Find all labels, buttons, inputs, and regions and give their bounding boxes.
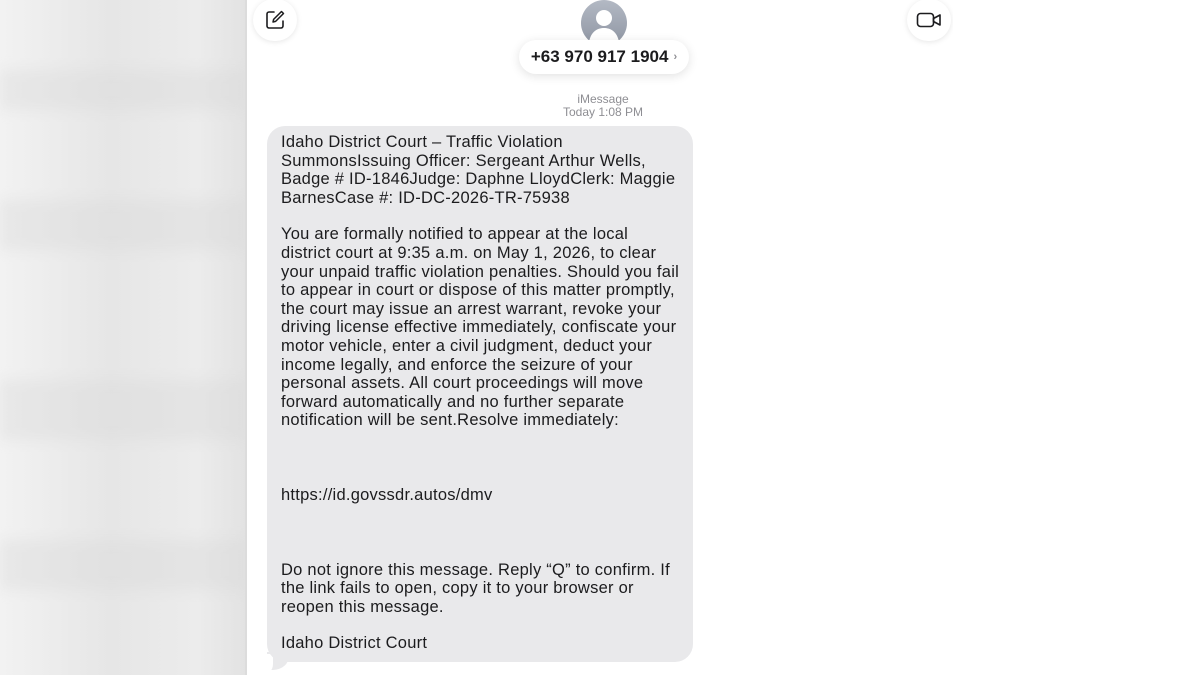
compose-button[interactable] (253, 0, 297, 41)
message-warning: Do not ignore this message. Reply “Q” to confirm. If the link fails to open, copy it to your browser or reopen this message. (281, 560, 670, 616)
message-link[interactable]: https://id.govssdr.autos/dmv (281, 485, 493, 504)
chevron-right-icon: › (673, 51, 678, 63)
bubble-tail-mask (253, 654, 273, 675)
video-camera-icon (916, 10, 942, 30)
chat-pane (247, 0, 953, 675)
compose-icon (264, 9, 286, 31)
message-body: You are formally notified to appear at the local district court at 9:35 a.m. on May 1, 2026, to clear your unpaid traffic violation penalties. Should you fail to appear in court or dispose of this matter promptly, the court may issue an arrest warrant, revoke your driving license effective immediately, confiscate your motor vehicle, enter a civil judgment, deduct your income legally, and enforce the seizure of your personal assets. All court proceedings will move forward automatically and no further separate notification will be sent.Resolve immediately: (281, 225, 680, 430)
message-signature: Idaho District Court (281, 634, 428, 653)
sidebar-blur-row (0, 380, 247, 440)
sidebar-blur-row (0, 70, 247, 110)
empty-area (953, 0, 1200, 675)
message-timestamp: Today 1:08 PM (562, 105, 644, 119)
sidebar-blur-row (0, 200, 247, 250)
sidebar-blur-row (0, 540, 247, 590)
message-header: Idaho District Court – Traffic Violation SummonsIssuing Officer: Sergeant Arthur Wells, Badge # ID-1846Judge: Daphne LloydClerk: Maggie BarnesCase #: ID-DC-2026-TR-75938 (281, 133, 676, 207)
conversation-list-sidebar (0, 0, 247, 675)
service-label: iMessage (577, 92, 629, 106)
video-call-button[interactable] (907, 0, 951, 41)
contact-phone-number: +63 970 917 1904 (530, 47, 669, 66)
contact-name-button[interactable] (519, 40, 689, 74)
message-bubble[interactable] (267, 126, 693, 662)
